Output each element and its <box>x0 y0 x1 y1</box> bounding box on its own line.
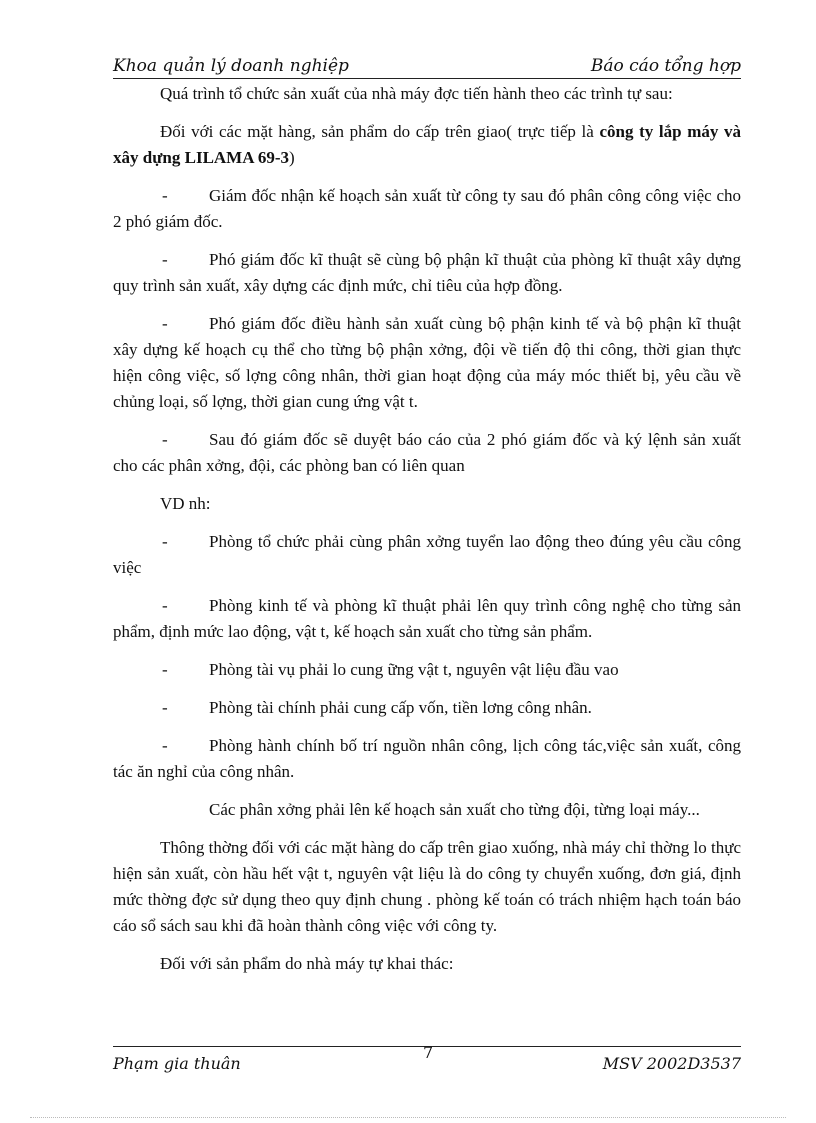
list-item-text: Phó giám đốc kĩ thuật sẽ cùng bộ phận kĩ thuật của phòng kĩ thuật xây dựng quy trình sản xuất, xây dựng các định mức, chỉ tiêu của hợp đồng. <box>113 250 741 295</box>
dash-bullet: - <box>162 186 168 205</box>
header-report-title: Báo cáo tổng hợp <box>590 56 741 76</box>
list-item <box>113 183 741 235</box>
workshop-paragraph: Các phân xởng phải lên kế hoạch sản xuất cho từng đội, từng loại máy... <box>209 800 700 819</box>
page-footer <box>113 1043 741 1077</box>
page-header <box>113 52 741 79</box>
list-item-text: Phó giám đốc điều hành sản xuất cùng bộ phận kinh tế và bộ phận kĩ thuật xây dựng kế hoạch cụ thể cho từng bộ phận xởng, đội về tiến độ thi công, thời gian thực hiện công việc, số lợng công nhân, thời gian hoạt động của máy móc thiết bị, yêu cầu về chủng loại, số lợng, thời gian cung ứng vật t. <box>113 314 741 411</box>
list-item <box>113 247 741 299</box>
footer-student-id: MSV 2002D3537 <box>602 1054 741 1073</box>
intro-paragraph: Quá trình tổ chức sản xuất của nhà máy đợc tiến hành theo các trình tự sau: <box>160 84 673 103</box>
list-item <box>113 657 741 683</box>
list-item-text: Giám đốc nhận kế hoạch sản xuất từ công ty sau đó phân công công việc cho 2 phó giám đốc. <box>113 186 741 231</box>
list-item <box>113 733 741 785</box>
dash-bullet: - <box>162 698 168 717</box>
header-faculty: Khoa quản lý doanh nghiệp <box>113 56 349 76</box>
list-item-text: Phòng tài chính phải cung cấp vốn, tiền lơng công nhân. <box>209 698 592 717</box>
list-item-text: Phòng tài vụ phải lo cung ững vật t, nguyên vật liệu đầu vao <box>209 660 619 679</box>
dash-bullet: - <box>162 250 168 269</box>
dash-bullet: - <box>162 736 168 755</box>
page-number: 7 <box>423 1043 434 1062</box>
footer-author: Phạm gia thuân <box>113 1054 241 1073</box>
section1-heading <box>113 119 741 171</box>
list-item-text: Phòng tổ chức phải cùng phân xởng tuyển lao động theo đúng yêu cầu công việc <box>113 532 741 577</box>
list-item <box>113 427 741 479</box>
list-item-text: Phòng kinh tế và phòng kĩ thuật phải lên quy trình công nghệ cho từng sản phẩm, định mức lao động, vật t, kế hoạch sản xuất cho từng sản phẩm. <box>113 596 741 641</box>
example-label: VD nh: <box>160 494 211 513</box>
list-item <box>113 593 741 645</box>
dash-bullet: - <box>162 532 168 551</box>
list-item <box>113 529 741 581</box>
bottom-dotted-border <box>30 1117 786 1118</box>
dash-bullet: - <box>162 314 168 333</box>
list-item <box>113 695 741 721</box>
list-item-text: Sau đó giám đốc sẽ duyệt báo cáo của 2 phó giám đốc và ký lệnh sản xuất cho các phân xởng, đội, các phòng ban có liên quan <box>113 430 741 475</box>
list-item-text: Phòng hành chính bố trí nguồn nhân công, lịch công tác,việc sản xuất, công tác ăn nghỉ của công nhân. <box>113 736 741 781</box>
section1-company: công ty lắp máy và xây dựng LILAMA 69-3 <box>113 122 742 167</box>
document-body <box>113 81 741 989</box>
usual-practice-paragraph: Thông thờng đối với các mặt hàng do cấp trên giao xuống, nhà máy chỉ thờng lo thực hiện sản xuất, còn hầu hết vật t, nguyên vật liệu là do công ty chuyển xuống, đơn giá, định mức thờng đợc sử dụng theo quy định chung . phòng kế toán có trách nhiệm hạch toán báo cáo sổ sách sau khi đã hoàn thành công việc với công ty. <box>113 838 741 935</box>
section1-lead: Đối với các mặt hàng, sản phẩm do cấp trên giao( trực tiếp là <box>160 122 600 141</box>
section1-tail: ) <box>288 148 295 167</box>
dash-bullet: - <box>162 430 168 449</box>
list-item <box>113 311 741 415</box>
dash-bullet: - <box>162 596 168 615</box>
section2-heading: Đối với sản phẩm do nhà máy tự khai thác: <box>160 954 454 973</box>
dash-bullet: - <box>162 660 168 679</box>
